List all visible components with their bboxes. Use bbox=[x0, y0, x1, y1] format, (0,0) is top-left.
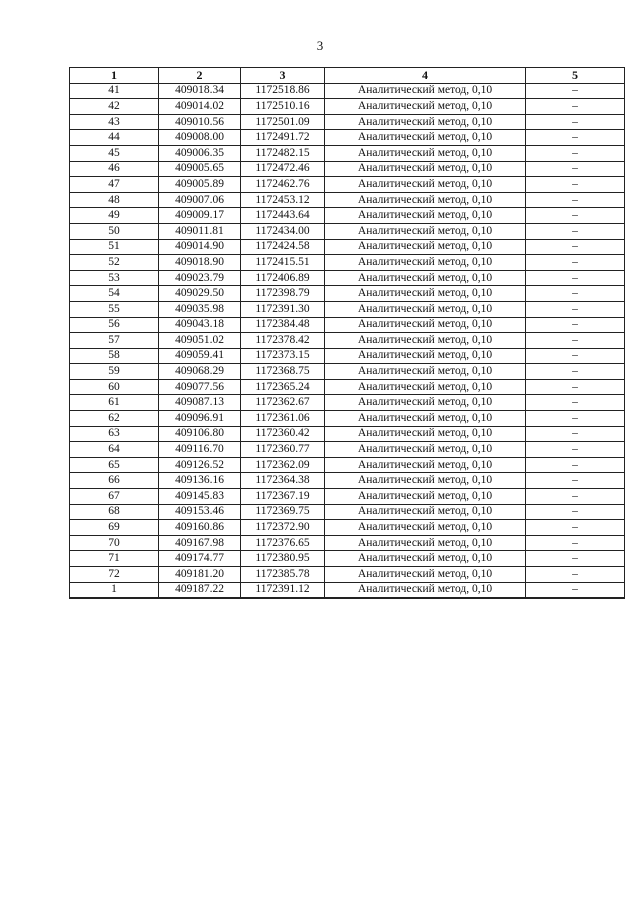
point-number-cell: 41 bbox=[70, 83, 159, 99]
x-coordinate-cell: 409145.83 bbox=[159, 489, 241, 505]
point-number-cell: 59 bbox=[70, 364, 159, 380]
point-number-cell: 56 bbox=[70, 317, 159, 333]
note-cell: – bbox=[526, 83, 625, 99]
note-cell: – bbox=[526, 177, 625, 193]
y-coordinate-cell: 1172398.79 bbox=[241, 286, 325, 302]
table-row bbox=[70, 567, 625, 583]
point-number-cell: 68 bbox=[70, 504, 159, 520]
table-row bbox=[70, 99, 625, 115]
method-cell: Аналитический метод, 0,10 bbox=[325, 551, 526, 567]
note-cell: – bbox=[526, 317, 625, 333]
y-coordinate-cell: 1172361.06 bbox=[241, 411, 325, 427]
point-number-cell: 49 bbox=[70, 208, 159, 224]
note-cell: – bbox=[526, 473, 625, 489]
y-coordinate-cell: 1172472.46 bbox=[241, 161, 325, 177]
point-number-cell: 57 bbox=[70, 333, 159, 349]
point-number-cell: 1 bbox=[70, 582, 159, 598]
note-cell: – bbox=[526, 130, 625, 146]
note-cell: – bbox=[526, 442, 625, 458]
note-cell: – bbox=[526, 551, 625, 567]
column-header: 4 bbox=[325, 68, 526, 84]
method-cell: Аналитический метод, 0,10 bbox=[325, 114, 526, 130]
note-cell: – bbox=[526, 333, 625, 349]
method-cell: Аналитический метод, 0,10 bbox=[325, 535, 526, 551]
note-cell: – bbox=[526, 567, 625, 583]
point-number-cell: 66 bbox=[70, 473, 159, 489]
method-cell: Аналитический метод, 0,10 bbox=[325, 442, 526, 458]
method-cell: Аналитический метод, 0,10 bbox=[325, 348, 526, 364]
x-coordinate-cell: 409014.90 bbox=[159, 239, 241, 255]
note-cell: – bbox=[526, 426, 625, 442]
method-cell: Аналитический метод, 0,10 bbox=[325, 317, 526, 333]
note-cell: – bbox=[526, 489, 625, 505]
method-cell: Аналитический метод, 0,10 bbox=[325, 520, 526, 536]
table-row bbox=[70, 192, 625, 208]
note-cell: – bbox=[526, 395, 625, 411]
y-coordinate-cell: 1172378.42 bbox=[241, 333, 325, 349]
y-coordinate-cell: 1172434.00 bbox=[241, 223, 325, 239]
point-number-cell: 54 bbox=[70, 286, 159, 302]
method-cell: Аналитический метод, 0,10 bbox=[325, 286, 526, 302]
point-number-cell: 71 bbox=[70, 551, 159, 567]
y-coordinate-cell: 1172380.95 bbox=[241, 551, 325, 567]
table-row bbox=[70, 145, 625, 161]
note-cell: – bbox=[526, 192, 625, 208]
method-cell: Аналитический метод, 0,10 bbox=[325, 130, 526, 146]
note-cell: – bbox=[526, 520, 625, 536]
note-cell: – bbox=[526, 348, 625, 364]
table-row bbox=[70, 442, 625, 458]
y-coordinate-cell: 1172365.24 bbox=[241, 379, 325, 395]
x-coordinate-cell: 409035.98 bbox=[159, 301, 241, 317]
table-row bbox=[70, 364, 625, 380]
point-number-cell: 72 bbox=[70, 567, 159, 583]
method-cell: Аналитический метод, 0,10 bbox=[325, 83, 526, 99]
x-coordinate-cell: 409014.02 bbox=[159, 99, 241, 115]
method-cell: Аналитический метод, 0,10 bbox=[325, 473, 526, 489]
table-row bbox=[70, 286, 625, 302]
point-number-cell: 47 bbox=[70, 177, 159, 193]
table-row bbox=[70, 551, 625, 567]
x-coordinate-cell: 409077.56 bbox=[159, 379, 241, 395]
x-coordinate-cell: 409068.29 bbox=[159, 364, 241, 380]
y-coordinate-cell: 1172391.30 bbox=[241, 301, 325, 317]
note-cell: – bbox=[526, 145, 625, 161]
table-row bbox=[70, 208, 625, 224]
point-number-cell: 70 bbox=[70, 535, 159, 551]
y-coordinate-cell: 1172406.89 bbox=[241, 270, 325, 286]
x-coordinate-cell: 409023.79 bbox=[159, 270, 241, 286]
table-row bbox=[70, 317, 625, 333]
table-row bbox=[70, 535, 625, 551]
method-cell: Аналитический метод, 0,10 bbox=[325, 567, 526, 583]
y-coordinate-cell: 1172362.67 bbox=[241, 395, 325, 411]
point-number-cell: 62 bbox=[70, 411, 159, 427]
table-row bbox=[70, 426, 625, 442]
method-cell: Аналитический метод, 0,10 bbox=[325, 223, 526, 239]
table-row bbox=[70, 161, 625, 177]
y-coordinate-cell: 1172369.75 bbox=[241, 504, 325, 520]
note-cell: – bbox=[526, 255, 625, 271]
x-coordinate-cell: 409043.18 bbox=[159, 317, 241, 333]
note-cell: – bbox=[526, 535, 625, 551]
point-number-cell: 52 bbox=[70, 255, 159, 271]
y-coordinate-cell: 1172462.76 bbox=[241, 177, 325, 193]
point-number-cell: 64 bbox=[70, 442, 159, 458]
table-header-row bbox=[70, 68, 625, 84]
column-header: 5 bbox=[526, 68, 625, 84]
point-number-cell: 55 bbox=[70, 301, 159, 317]
x-coordinate-cell: 409009.17 bbox=[159, 208, 241, 224]
y-coordinate-cell: 1172453.12 bbox=[241, 192, 325, 208]
y-coordinate-cell: 1172443.64 bbox=[241, 208, 325, 224]
note-cell: – bbox=[526, 99, 625, 115]
method-cell: Аналитический метод, 0,10 bbox=[325, 364, 526, 380]
method-cell: Аналитический метод, 0,10 bbox=[325, 489, 526, 505]
note-cell: – bbox=[526, 223, 625, 239]
table-row bbox=[70, 239, 625, 255]
note-cell: – bbox=[526, 239, 625, 255]
method-cell: Аналитический метод, 0,10 bbox=[325, 411, 526, 427]
y-coordinate-cell: 1172364.38 bbox=[241, 473, 325, 489]
y-coordinate-cell: 1172367.19 bbox=[241, 489, 325, 505]
method-cell: Аналитический метод, 0,10 bbox=[325, 504, 526, 520]
y-coordinate-cell: 1172385.78 bbox=[241, 567, 325, 583]
point-number-cell: 67 bbox=[70, 489, 159, 505]
table-row bbox=[70, 473, 625, 489]
point-number-cell: 53 bbox=[70, 270, 159, 286]
x-coordinate-cell: 409106.80 bbox=[159, 426, 241, 442]
table-row bbox=[70, 457, 625, 473]
method-cell: Аналитический метод, 0,10 bbox=[325, 270, 526, 286]
method-cell: Аналитический метод, 0,10 bbox=[325, 379, 526, 395]
note-cell: – bbox=[526, 411, 625, 427]
method-cell: Аналитический метод, 0,10 bbox=[325, 426, 526, 442]
method-cell: Аналитический метод, 0,10 bbox=[325, 333, 526, 349]
method-cell: Аналитический метод, 0,10 bbox=[325, 395, 526, 411]
table-row bbox=[70, 348, 625, 364]
method-cell: Аналитический метод, 0,10 bbox=[325, 161, 526, 177]
y-coordinate-cell: 1172372.90 bbox=[241, 520, 325, 536]
point-number-cell: 65 bbox=[70, 457, 159, 473]
note-cell: – bbox=[526, 161, 625, 177]
x-coordinate-cell: 409005.89 bbox=[159, 177, 241, 193]
x-coordinate-cell: 409167.98 bbox=[159, 535, 241, 551]
x-coordinate-cell: 409153.46 bbox=[159, 504, 241, 520]
y-coordinate-cell: 1172482.15 bbox=[241, 145, 325, 161]
x-coordinate-cell: 409187.22 bbox=[159, 582, 241, 598]
method-cell: Аналитический метод, 0,10 bbox=[325, 177, 526, 193]
x-coordinate-cell: 409096.91 bbox=[159, 411, 241, 427]
point-number-cell: 61 bbox=[70, 395, 159, 411]
x-coordinate-cell: 409051.02 bbox=[159, 333, 241, 349]
method-cell: Аналитический метод, 0,10 bbox=[325, 255, 526, 271]
y-coordinate-cell: 1172373.15 bbox=[241, 348, 325, 364]
table-row bbox=[70, 83, 625, 99]
x-coordinate-cell: 409018.34 bbox=[159, 83, 241, 99]
column-header: 2 bbox=[159, 68, 241, 84]
x-coordinate-cell: 409136.16 bbox=[159, 473, 241, 489]
point-number-cell: 43 bbox=[70, 114, 159, 130]
note-cell: – bbox=[526, 379, 625, 395]
y-coordinate-cell: 1172368.75 bbox=[241, 364, 325, 380]
y-coordinate-cell: 1172518.86 bbox=[241, 83, 325, 99]
point-number-cell: 44 bbox=[70, 130, 159, 146]
x-coordinate-cell: 409029.50 bbox=[159, 286, 241, 302]
x-coordinate-cell: 409011.81 bbox=[159, 223, 241, 239]
method-cell: Аналитический метод, 0,10 bbox=[325, 192, 526, 208]
table-row bbox=[70, 582, 625, 598]
method-cell: Аналитический метод, 0,10 bbox=[325, 239, 526, 255]
table-row bbox=[70, 504, 625, 520]
note-cell: – bbox=[526, 504, 625, 520]
point-number-cell: 42 bbox=[70, 99, 159, 115]
note-cell: – bbox=[526, 286, 625, 302]
table-row bbox=[70, 411, 625, 427]
point-number-cell: 58 bbox=[70, 348, 159, 364]
page-number: 3 bbox=[316, 38, 324, 53]
coordinates-table bbox=[69, 67, 625, 599]
point-number-cell: 45 bbox=[70, 145, 159, 161]
y-coordinate-cell: 1172362.09 bbox=[241, 457, 325, 473]
method-cell: Аналитический метод, 0,10 bbox=[325, 145, 526, 161]
point-number-cell: 48 bbox=[70, 192, 159, 208]
point-number-cell: 63 bbox=[70, 426, 159, 442]
method-cell: Аналитический метод, 0,10 bbox=[325, 301, 526, 317]
x-coordinate-cell: 409059.41 bbox=[159, 348, 241, 364]
table-row bbox=[70, 130, 625, 146]
x-coordinate-cell: 409005.65 bbox=[159, 161, 241, 177]
table-row bbox=[70, 520, 625, 536]
x-coordinate-cell: 409126.52 bbox=[159, 457, 241, 473]
point-number-cell: 69 bbox=[70, 520, 159, 536]
x-coordinate-cell: 409008.00 bbox=[159, 130, 241, 146]
note-cell: – bbox=[526, 582, 625, 598]
note-cell: – bbox=[526, 208, 625, 224]
column-header: 3 bbox=[241, 68, 325, 84]
note-cell: – bbox=[526, 457, 625, 473]
point-number-cell: 60 bbox=[70, 379, 159, 395]
x-coordinate-cell: 409010.56 bbox=[159, 114, 241, 130]
y-coordinate-cell: 1172424.58 bbox=[241, 239, 325, 255]
method-cell: Аналитический метод, 0,10 bbox=[325, 208, 526, 224]
y-coordinate-cell: 1172391.12 bbox=[241, 582, 325, 598]
note-cell: – bbox=[526, 114, 625, 130]
y-coordinate-cell: 1172360.42 bbox=[241, 426, 325, 442]
x-coordinate-cell: 409181.20 bbox=[159, 567, 241, 583]
x-coordinate-cell: 409018.90 bbox=[159, 255, 241, 271]
x-coordinate-cell: 409116.70 bbox=[159, 442, 241, 458]
note-cell: – bbox=[526, 270, 625, 286]
method-cell: Аналитический метод, 0,10 bbox=[325, 99, 526, 115]
table-row bbox=[70, 177, 625, 193]
table-body bbox=[70, 83, 625, 598]
table-row bbox=[70, 114, 625, 130]
x-coordinate-cell: 409007.06 bbox=[159, 192, 241, 208]
x-coordinate-cell: 409160.86 bbox=[159, 520, 241, 536]
y-coordinate-cell: 1172360.77 bbox=[241, 442, 325, 458]
point-number-cell: 50 bbox=[70, 223, 159, 239]
x-coordinate-cell: 409174.77 bbox=[159, 551, 241, 567]
y-coordinate-cell: 1172415.51 bbox=[241, 255, 325, 271]
point-number-cell: 46 bbox=[70, 161, 159, 177]
table-row bbox=[70, 255, 625, 271]
x-coordinate-cell: 409006.35 bbox=[159, 145, 241, 161]
note-cell: – bbox=[526, 364, 625, 380]
method-cell: Аналитический метод, 0,10 bbox=[325, 457, 526, 473]
table-row bbox=[70, 395, 625, 411]
y-coordinate-cell: 1172501.09 bbox=[241, 114, 325, 130]
y-coordinate-cell: 1172384.48 bbox=[241, 317, 325, 333]
method-cell: Аналитический метод, 0,10 bbox=[325, 582, 526, 598]
y-coordinate-cell: 1172510.16 bbox=[241, 99, 325, 115]
y-coordinate-cell: 1172376.65 bbox=[241, 535, 325, 551]
point-number-cell: 51 bbox=[70, 239, 159, 255]
x-coordinate-cell: 409087.13 bbox=[159, 395, 241, 411]
y-coordinate-cell: 1172491.72 bbox=[241, 130, 325, 146]
table-row bbox=[70, 223, 625, 239]
column-header: 1 bbox=[70, 68, 159, 84]
table-row bbox=[70, 301, 625, 317]
table-row bbox=[70, 379, 625, 395]
table-row bbox=[70, 270, 625, 286]
note-cell: – bbox=[526, 301, 625, 317]
table-row bbox=[70, 489, 625, 505]
table-row bbox=[70, 333, 625, 349]
